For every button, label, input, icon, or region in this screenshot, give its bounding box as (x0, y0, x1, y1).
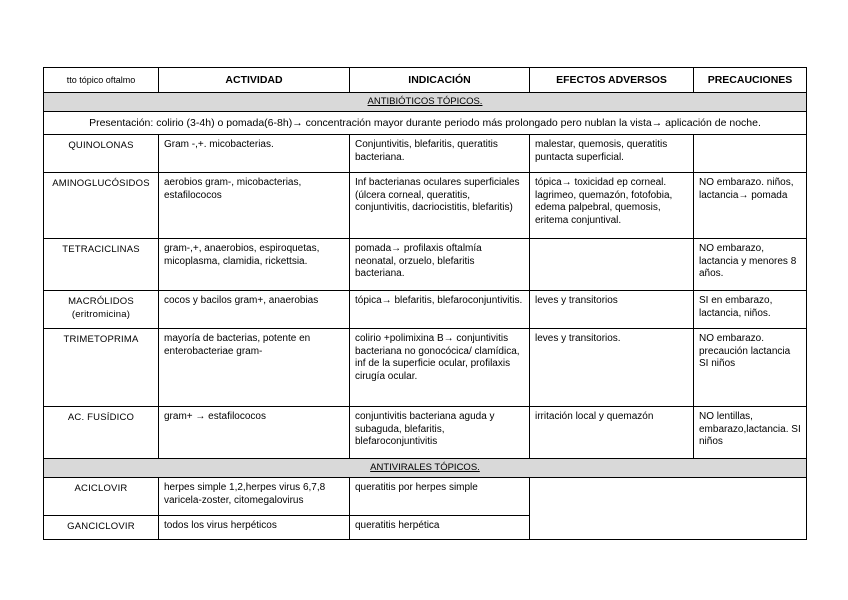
header-efectos: EFECTOS ADVERSOS (530, 68, 694, 93)
actividad-cell: herpes simple 1,2,herpes virus 6,7,8 varicela-zoster, citomegalovirus (159, 478, 350, 516)
drug-table (43, 67, 807, 540)
drug-name: QUINOLONAS (44, 135, 159, 173)
table-row (44, 239, 807, 291)
precauciones-cell: SI en embarazo, lactancia, niños. (694, 291, 807, 329)
efectos-cell: malestar, quemosis, queratitis puntacta superficial. (530, 135, 694, 173)
drug-name: AC. FUSÍDICO (44, 407, 159, 459)
header-indicacion: INDICACIÓN (350, 68, 530, 93)
drug-name: MACRÓLIDOS (eritromicina) (44, 291, 159, 329)
actividad-cell: cocos y bacilos gram+, anaerobias (159, 291, 350, 329)
precauciones-cell: NO lentillas, embarazo,lactancia. SI niños (694, 407, 807, 459)
header-treatment: tto tópico oftalmo (44, 68, 159, 93)
section-row-antibioticos (44, 93, 807, 112)
efectos-cell (530, 239, 694, 291)
table-row (44, 135, 807, 173)
precauciones-cell: NO embarazo. niños, lactancia→ pomada (694, 173, 807, 239)
empty-cell (530, 478, 807, 540)
efectos-cell: irritación local y quemazón (530, 407, 694, 459)
drug-name: TRIMETOPRIMA (44, 329, 159, 407)
precauciones-cell: NO embarazo, lactancia y menores 8 años. (694, 239, 807, 291)
section-title-antibioticos: ANTIBIÓTICOS TÓPICOS. (44, 93, 807, 112)
actividad-cell: aerobios gram-, micobacterias, estafilococos (159, 173, 350, 239)
actividad-cell: mayoría de bacterias, potente en enterobacteriae gram- (159, 329, 350, 407)
efectos-cell: leves y transitorios (530, 291, 694, 329)
precauciones-cell (694, 135, 807, 173)
table-row (44, 173, 807, 239)
presentation-row (44, 112, 807, 135)
indicacion-cell: colirio +polimixina B→ conjuntivitis bacteriana no gonocócica/ clamídica, inf de la superficie ocular, profilaxis cirugía ocular. (350, 329, 530, 407)
presentation-note: Presentación: colirio (3-4h) o pomada(6-8h)→ concentración mayor durante periodo más prolongado pero nublan la vista→ aplicación de noche. (44, 112, 807, 135)
header-precauciones: PRECAUCIONES (694, 68, 807, 93)
efectos-cell: tópica→ toxicidad ep corneal. lagrimeo, quemazón, fotofobia, edema palpebral, quemosis, eritema conjuntival. (530, 173, 694, 239)
table-row (44, 407, 807, 459)
indicacion-cell: conjuntivitis bacteriana aguda y subaguda, blefaritis, blefaroconjuntivitis (350, 407, 530, 459)
actividad-cell: gram-,+, anaerobios, espiroquetas, micoplasma, clamidia, rickettsia. (159, 239, 350, 291)
precauciones-cell: NO embarazo. precaución lactancia SI niños (694, 329, 807, 407)
table-row (44, 478, 807, 516)
table-row (44, 329, 807, 407)
actividad-cell: Gram -,+. micobacterias. (159, 135, 350, 173)
section-title-antivirales: ANTIVIRALES TÓPICOS. (44, 459, 807, 478)
indicacion-cell: Conjuntivitis, blefaritis, queratitis bacteriana. (350, 135, 530, 173)
efectos-cell: leves y transitorios. (530, 329, 694, 407)
indicacion-cell: tópica→ blefaritis, blefaroconjuntivitis. (350, 291, 530, 329)
header-actividad: ACTIVIDAD (159, 68, 350, 93)
actividad-cell: gram+ → estafilococos (159, 407, 350, 459)
section-row-antivirales (44, 459, 807, 478)
drug-name: GANCICLOVIR (44, 516, 159, 540)
drug-name: ACICLOVIR (44, 478, 159, 516)
actividad-cell: todos los virus herpéticos (159, 516, 350, 540)
header-row (44, 68, 807, 93)
table-row (44, 291, 807, 329)
indicacion-cell: pomada→ profilaxis oftalmía neonatal, orzuelo, blefaritis bacteriana. (350, 239, 530, 291)
indicacion-cell: queratitis herpética (350, 516, 530, 540)
indicacion-cell: Inf bacterianas oculares superficiales (úlcera corneal, queratitis, conjuntivitis, dacriocistitis, blefaritis) (350, 173, 530, 239)
indicacion-cell: queratitis por herpes simple (350, 478, 530, 516)
drug-name: AMINOGLUCÓSIDOS (44, 173, 159, 239)
drug-name: TETRACICLINAS (44, 239, 159, 291)
